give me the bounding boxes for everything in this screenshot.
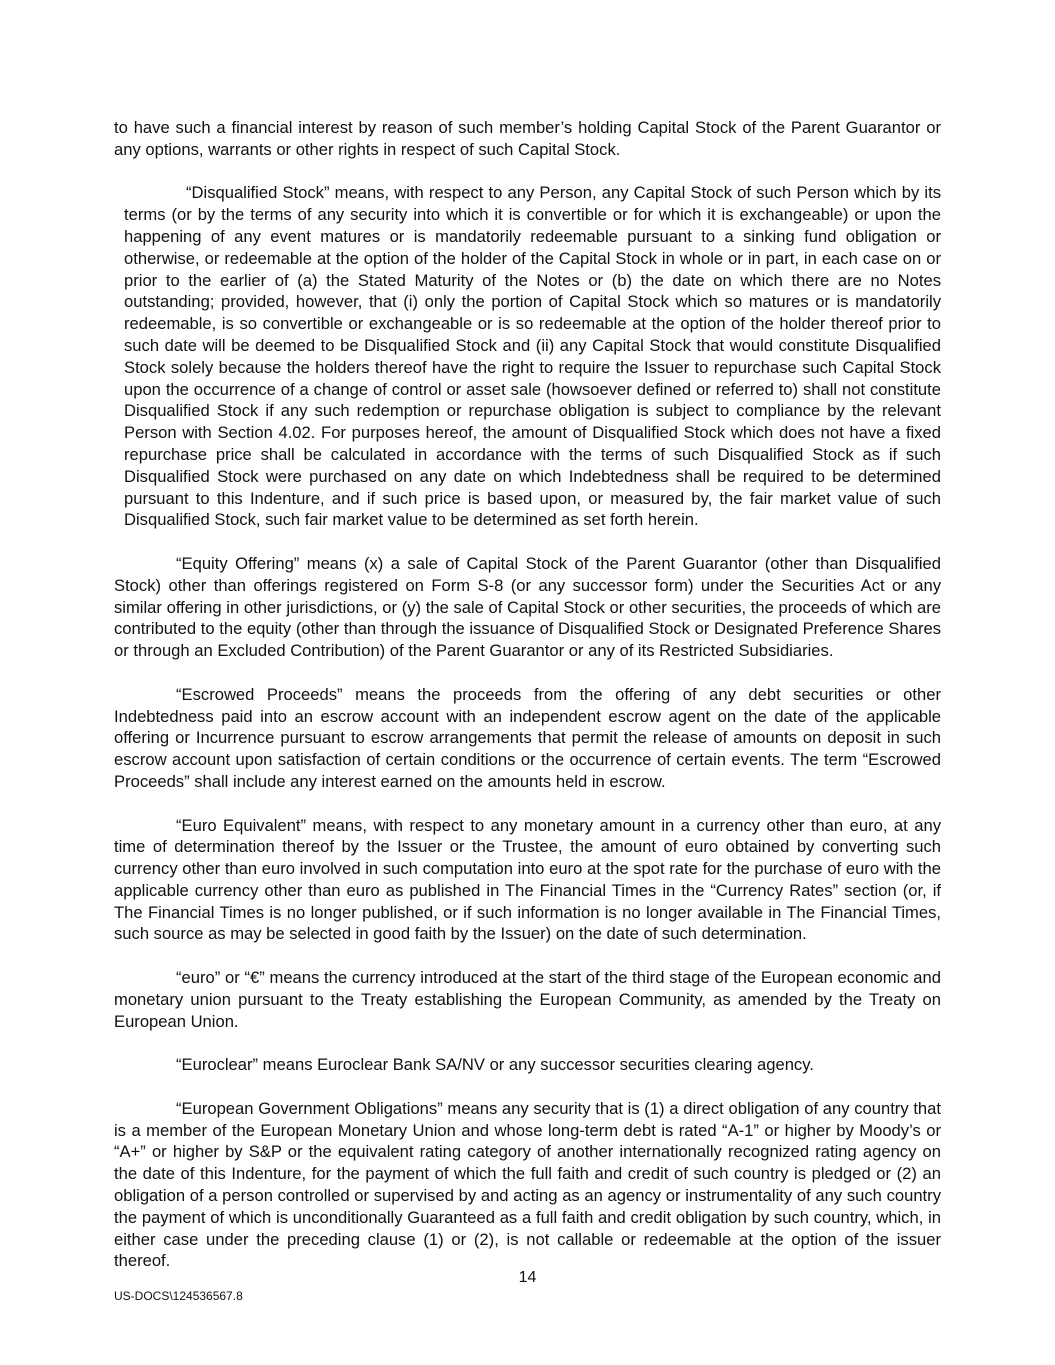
- definition-euroclear: “Euroclear” means Euroclear Bank SA/NV or any successor securities clearing agency.: [176, 1055, 814, 1075]
- paragraph-continuation: to have such a financial interest by reason of such member’s holding Capital Stock of the Parent Guarantor or any options, warrants or other rights in respect of such Capital Stock.: [114, 118, 941, 159]
- document-id-footer: US-DOCS\124536567.8: [114, 1289, 243, 1303]
- definition-euro-equivalent: “Euro Equivalent” means, with respect to any monetary amount in a currency other than euro, at any time of determination thereof by the Issuer or the Trustee, the amount of euro obtained by converting such currency other than euro involved in such computation into euro at the spot rate for the purchase of euro with the applicable currency other than euro as published in The Financial Times in the “Currency Rates” section (or, if The Financial Times is no longer published, or if such information is no longer available in The Financial Times, such source as may be selected in good faith by the Issuer) on the date of such determination.: [114, 815, 941, 944]
- definition-escrowed-proceeds: “Escrowed Proceeds” means the proceeds from the offering of any debt securities or other Indebtedness paid into an escrow account with an independent escrow agent on the date of the applicable offering or Incurrence pursuant to escrow arrangements that permit the release of amounts on deposit in such escrow account upon satisfaction of certain conditions or the occurrence of certain events. The term “Escrowed Proceeds” shall include any interest earned on the amounts held in escrow.: [114, 684, 941, 791]
- page-number: 14: [518, 1269, 537, 1286]
- definition-disqualified-stock: “Disqualified Stock” means, with respect to any Person, any Capital Stock of such Person which by its terms (or by the terms of any security into which it is convertible or for which it is exchangeable) or upon the happening of any event matures or is mandatorily redeemable pursuant to a sinking fund obligation or otherwise, or redeemable at the option of the holder of the Capital Stock in whole or in part, in each case on or prior to the earlier of (a) the Stated Maturity of the Notes or (b) the date on which there are no Notes outstanding; provided, however, that (i) only the portion of Capital Stock which so matures or is mandatorily redeemable, is so convertible or exchangeable or is so redeemable at the option of the holder thereof prior to such date will be deemed to be Disqualified Stock and (ii) any Capital Stock that would constitute Disqualified Stock solely because the holders thereof have the right to require the Issuer to repurchase such Capital Stock upon the occurrence of a change of control or asset sale (howsoever defined or referred to) shall not constitute Disqualified Stock if any such redemption or repurchase obligation is subject to compliance by the relevant Person with Section 4.02. For purposes hereof, the amount of Disqualified Stock which does not have a fixed repurchase price shall be calculated in accordance with the terms of such Disqualified Stock as if such Disqualified Stock were purchased on any date on which Indebtedness shall be required to be determined pursuant to this Indenture, and if such price is based upon, or measured by, the fair market value of such Disqualified Stock, such fair market value to be determined as set forth herein.: [124, 183, 941, 530]
- definition-equity-offering: “Equity Offering” means (x) a sale of Capital Stock of the Parent Guarantor (other than Disqualified Stock) other than offerings registered on Form S-8 (or any successor form) under the Securities Act or any similar offering in other jurisdictions, or (y) the sale of Capital Stock or other securities, the proceeds of which are contributed to the equity (other than through the issuance of Disqualified Stock or Designated Preference Shares or through an Excluded Contribution) of the Parent Guarantor or any of its Restricted Subsidiaries.: [114, 553, 941, 661]
- document-body: [114, 117, 941, 1294]
- definition-european-government-obligations: “European Government Obligations” means any security that is (1) a direct obligation of any country that is a member of the European Monetary Union and whose long-term debt is rated “A-1” or higher by Moody’s or “A+” or higher by S&P or the equivalent rating category of another internationally recognized rating agency on the date of this Indenture, for the payment of which the full faith and credit of such country is pledged or (2) an obligation of a person controlled or supervised by and acting as an agency or instrumentality of any such country the payment of which is unconditionally Guaranteed as a full faith and credit obligation by such country, which, in either case under the preceding clause (1) or (2), is not callable or redeemable at the option of the issuer thereof.: [114, 1098, 941, 1271]
- definition-euro: “euro” or “€” means the currency introduced at the start of the third stage of the European economic and monetary union pursuant to the Treaty establishing the European Community, as amended by the Treaty on European Union.: [114, 968, 941, 1031]
